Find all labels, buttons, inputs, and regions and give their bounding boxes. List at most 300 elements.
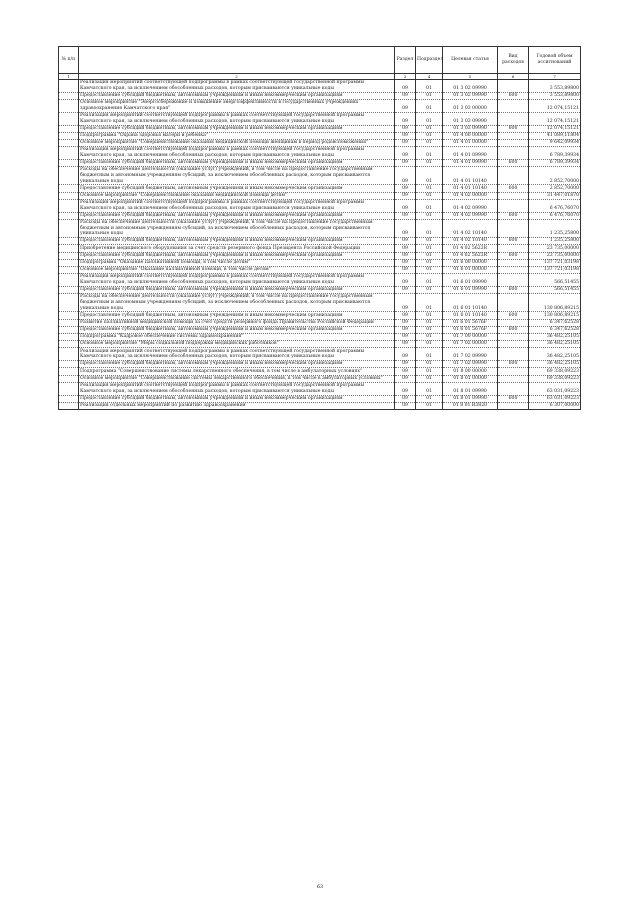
cell-num [59,80,79,93]
cell-vid: 600 [498,159,529,166]
cell-vid [498,99,529,112]
cell-name: Реализация мероприятий соответствующей подпрограммы в рамках соответствующей государственной программы Камчатского края, за исключением обособленных расходов, которым присваиваются уникальные коды [79,274,395,287]
cell-razdel: 09 [395,199,416,212]
cell-article: 01 7 02 00000 [443,341,498,348]
cell-razdel: 09 [395,212,416,219]
cell-name: Основное мероприятие "Оказание паллиативной помощи, в том числе детям" [79,266,395,273]
cell-vid [498,245,529,252]
cell-num [59,167,79,185]
cell-name: Предоставление субсидий бюджетным, автономным учреждениям и иным некоммерческим организациям [79,326,395,333]
table-row [59,395,581,402]
table-row [59,375,581,382]
cell-podrazdel: 01 [416,266,443,273]
cell-razdel: 09 [395,319,416,326]
cell-vid [498,368,529,375]
cell-razdel: 09 [395,402,416,409]
cell-podrazdel: 01 [416,238,443,245]
cell-sum: 41 089,11804 [529,132,581,139]
cell-vid: 600 [498,185,529,192]
cell-vid [498,132,529,139]
cell-name: Реализация мероприятий соответствующей подпрограммы в рамках соответствующей государственной программы Камчатского края, за исключением обособленных расходов, которым присваиваются уникальные коды [79,382,395,395]
cell-podrazdel: 01 [416,245,443,252]
cell-vid [498,266,529,273]
cell-num [59,212,79,219]
cell-razdel: 09 [395,185,416,192]
cell-name: Расходы на обеспечение деятельности (оказание услуг) учреждений, в том числе на предоставление государственным бюджетным и автономным учреждениям субсидий, за исключением обособленных расходов, которым присваиваются уникальные коды [79,219,395,237]
cell-vid [498,348,529,361]
cell-num [59,252,79,259]
cell-num [59,238,79,245]
cell-sum: 12 074,15121 [529,112,581,125]
cell-podrazdel: 01 [416,125,443,132]
cell-num [59,395,79,402]
cell-sum: 31 447,01870 [529,192,581,199]
cell-podrazdel: 01 [416,294,443,312]
cell-name: Предоставление субсидий бюджетным, автономным учреждениям и иным некоммерческим организациям [79,312,395,319]
cell-article: 01 6 01 5676F [443,319,498,326]
cell-num [59,185,79,192]
cell-razdel: 09 [395,238,416,245]
cell-podrazdel: 01 [416,402,443,409]
cell-article: 01 3 02 09990 [443,92,498,99]
cell-razdel: 09 [395,334,416,341]
cell-article: 01 8 01 00000 [443,375,498,382]
cell-num [59,326,79,333]
cell-name: Предоставление субсидий бюджетным, автономным учреждениям и иным некоммерческим организациям [79,395,395,402]
cell-vid: 600 [498,252,529,259]
cell-article: 01 7 02 09990 [443,348,498,361]
cell-num [59,125,79,132]
cell-podrazdel: 01 [416,159,443,166]
cell-name: Основное мероприятие "Энергосбережение и повышение энергоэффективности в государственных учреждениях здравоохранения Камчатского края" [79,99,395,112]
table-row [59,139,581,146]
cell-razdel: 09 [395,147,416,160]
cell-name: Приобретение медицинского оборудования за счет средств резервного фонда Президента Российской Федерации [79,245,395,252]
cell-num [59,192,79,199]
cell-sum: 12 074,15121 [529,99,581,112]
header-num: № п/п [59,47,79,74]
cell-vid [498,112,529,125]
cell-article: 01 4 02 5623R [443,245,498,252]
cell-razdel: 09 [395,259,416,266]
cell-name: Реализация отдельных мероприятий по развитию здравоохранения [79,402,395,409]
cell-podrazdel: 01 [416,99,443,112]
cell-razdel: 09 [395,375,416,382]
cell-sum: 69 338,09223 [529,368,581,375]
cell-sum: 6 347,62528 [529,326,581,333]
header-sum: Годовой объем ассигнований [529,47,581,74]
cell-name: Подпрограмма "Кадровое обеспечение системы здравоохранения" [79,334,395,341]
cell-sum: 36 482,25105 [529,348,581,361]
cell-razdel: 09 [395,112,416,125]
cell-razdel: 09 [395,159,416,166]
cell-name: Основное мероприятие "Совершенствование оказания медицинской помощи женщинам в период родовспоможения" [79,139,395,146]
cell-num [59,348,79,361]
cell-num [59,274,79,287]
cell-name: Подпрограмма "Оказание паллиативной помощи, в том числе детям" [79,259,395,266]
cell-article: 01 4 01 09990 [443,159,498,166]
cell-vid: 600 [498,312,529,319]
cell-sum: 1 235,25800 [529,238,581,245]
cell-sum: 6 347,62528 [529,319,581,326]
cell-name: Предоставление субсидий бюджетным, автономным учреждениям и иным некоммерческим организациям [79,159,395,166]
cell-razdel: 09 [395,125,416,132]
cell-name: Предоставление субсидий бюджетным, автономным учреждениям и иным некоммерческим организациям [79,238,395,245]
cell-razdel: 09 [395,80,416,93]
cell-sum: 6 789,39934 [529,159,581,166]
cell-sum: 69 338,09223 [529,375,581,382]
cell-razdel: 09 [395,341,416,348]
cell-sum: 137 721,03198 [529,266,581,273]
cell-sum: 566,51455 [529,274,581,287]
table-row [59,147,581,160]
cell-podrazdel: 01 [416,395,443,402]
cell-num [59,266,79,273]
cell-podrazdel: 01 [416,312,443,319]
cell-article: 01 3 03 09990 [443,125,498,132]
table-row [59,192,581,199]
cell-num [59,259,79,266]
cell-podrazdel: 01 [416,199,443,212]
cell-name: Развитие паллиативной медицинской помощи за счет средств резервного фонда Правительства Российской Федерации [79,319,395,326]
cell-razdel: 09 [395,132,416,139]
cell-name: Реализация мероприятий соответствующей подпрограммы в рамках соответствующей государственной программы Камчатского края, за исключением обособленных расходов, которым присваиваются уникальные коды [79,80,395,93]
cell-podrazdel: 01 [416,132,443,139]
budget-table [58,46,581,410]
cell-article: 01 7 00 00000 [443,334,498,341]
cell-vid [498,402,529,409]
cell-article: 01 3 03 00000 [443,99,498,112]
cell-name: Предоставление субсидий бюджетным, автономным учреждениям и иным некоммерческим организациям [79,361,395,368]
cell-razdel: 09 [395,286,416,293]
table-row [59,341,581,348]
table-row [59,125,581,132]
cell-num [59,286,79,293]
cell-razdel: 09 [395,219,416,237]
cell-name: Расходы на обеспечение деятельности (оказание услуг) учреждений, в том числе на предоставление государственным бюджетным и автономным учреждениям субсидий, за исключением обособленных расходов, которым присваиваются уникальные коды [79,167,395,185]
cell-article: 01 4 01 00000 [443,139,498,146]
column-number: 5 [443,74,498,80]
cell-vid [498,334,529,341]
cell-razdel: 09 [395,294,416,312]
cell-article: 01 4 02 10140 [443,238,498,245]
cell-sum: 130 806,89215 [529,294,581,312]
table-row [59,259,581,266]
cell-sum: 36 482,25105 [529,361,581,368]
cell-num [59,99,79,112]
column-number: 2 [79,74,395,80]
cell-razdel: 09 [395,382,416,395]
cell-sum: 63 031,09223 [529,382,581,395]
cell-vid [498,147,529,160]
table-row [59,238,581,245]
cell-vid [498,199,529,212]
cell-podrazdel: 01 [416,361,443,368]
cell-article: 01 6 01 10140 [443,312,498,319]
table-row [59,286,581,293]
cell-name: Основное мероприятие "Совершенствование системы лекарственного обеспечения, в том числе в амбулаторных условиях" [79,375,395,382]
cell-num [59,92,79,99]
cell-num [59,245,79,252]
cell-num [59,402,79,409]
cell-podrazdel: 01 [416,341,443,348]
cell-num [59,147,79,160]
cell-podrazdel: 01 [416,167,443,185]
cell-razdel: 09 [395,252,416,259]
cell-vid: 600 [498,212,529,219]
cell-num [59,139,79,146]
cell-name: Основное мероприятие "Меры социальной поддержки медицинских работников" [79,341,395,348]
cell-article: 01 6 01 00000 [443,266,498,273]
cell-razdel: 09 [395,395,416,402]
page-number: 63 [316,884,324,890]
header-article: Целевая статья [443,47,498,74]
cell-name: Реализация мероприятий соответствующей подпрограммы в рамках соответствующей государственной программы Камчатского края, за исключением обособленных расходов, которым присваиваются уникальные коды [79,348,395,361]
cell-vid: 600 [498,92,529,99]
cell-vid [498,259,529,266]
cell-podrazdel: 01 [416,192,443,199]
table-row [59,99,581,112]
cell-sum: 2 852,70000 [529,167,581,185]
column-number: 1 [59,74,79,80]
cell-num [59,361,79,368]
cell-num [59,368,79,375]
table-row [59,319,581,326]
header-podrazdel: Подраздел [416,47,443,74]
cell-podrazdel: 01 [416,185,443,192]
cell-podrazdel: 01 [416,319,443,326]
cell-name: Предоставление субсидий бюджетным, автономным учреждениям и иным некоммерческим организациям [79,92,395,99]
cell-name: Предоставление субсидий бюджетным, автономным учреждениям и иным некоммерческим организациям [79,286,395,293]
table-row [59,274,581,287]
cell-razdel: 09 [395,312,416,319]
cell-sum: 3 553,89800 [529,92,581,99]
cell-sum: 3 553,89800 [529,80,581,93]
cell-podrazdel: 01 [416,274,443,287]
cell-article: 01 6 00 00000 [443,259,498,266]
cell-vid [498,319,529,326]
table-row [59,185,581,192]
cell-num [59,382,79,395]
cell-name: Основное мероприятие "Совершенствование оказания медицинской помощи детям" [79,192,395,199]
cell-vid [498,382,529,395]
table-row [59,402,581,409]
table-row [59,252,581,259]
cell-podrazdel: 01 [416,334,443,341]
cell-podrazdel: 01 [416,212,443,219]
cell-article: 01 3 02 09990 [443,80,498,93]
cell-vid: 600 [498,326,529,333]
cell-article: 01 6 01 09990 [443,274,498,287]
cell-num [59,312,79,319]
cell-razdel: 09 [395,99,416,112]
cell-name: Предоставление субсидий бюджетным, автономным учреждениям и иным некоммерческим организациям [79,125,395,132]
cell-sum: 137 721,03198 [529,259,581,266]
cell-article: 01 8 01 R3820 [443,402,498,409]
cell-num [59,199,79,212]
table-header [59,47,581,80]
cell-podrazdel: 01 [416,382,443,395]
cell-sum: 6 476,76070 [529,212,581,219]
cell-sum: 2 852,70000 [529,185,581,192]
cell-sum: 566,51455 [529,286,581,293]
table-row [59,294,581,312]
cell-sum: 23 735,00000 [529,252,581,259]
column-number: 3 [395,74,416,80]
cell-podrazdel: 01 [416,375,443,382]
table-row [59,219,581,237]
cell-podrazdel: 01 [416,252,443,259]
cell-razdel: 09 [395,167,416,185]
cell-podrazdel: 01 [416,348,443,361]
cell-name: Реализация мероприятий соответствующей подпрограммы в рамках соответствующей государственной программы Камчатского края, за исключением обособленных расходов, которым присваиваются уникальные коды [79,147,395,160]
cell-sum: 23 735,00000 [529,245,581,252]
cell-vid: 600 [498,286,529,293]
cell-sum: 36 482,25105 [529,341,581,348]
cell-article: 01 8 01 09990 [443,382,498,395]
cell-podrazdel: 01 [416,326,443,333]
table-row [59,266,581,273]
cell-article: 01 4 01 10140 [443,167,498,185]
cell-num [59,132,79,139]
cell-num [59,159,79,166]
header-row [59,47,581,74]
cell-sum: 9 642,09934 [529,139,581,146]
cell-name: Предоставление субсидий бюджетным, автономным учреждениям и иным некоммерческим организациям [79,252,395,259]
cell-name: Предоставление субсидий бюджетным, автономным учреждениям и иным некоммерческим организациям [79,185,395,192]
cell-article: 01 4 02 09990 [443,212,498,219]
cell-article: 01 4 02 09990 [443,199,498,212]
document-page [58,46,580,410]
table-row [59,132,581,139]
cell-podrazdel: 01 [416,147,443,160]
cell-podrazdel: 01 [416,368,443,375]
table-row [59,167,581,185]
cell-article: 01 7 02 09990 [443,361,498,368]
cell-podrazdel: 01 [416,92,443,99]
cell-sum: 63 031,09223 [529,395,581,402]
header-vid: Вид расходов [498,47,529,74]
cell-name: Подпрограмма "Охрана здоровья матери и ребенка" [79,132,395,139]
cell-razdel: 09 [395,361,416,368]
table-row [59,382,581,395]
cell-name: Расходы на обеспечение деятельности (оказание услуг) учреждений, в том числе на предоставление государственным бюджетным и автономным учреждениям субсидий, за исключением обособленных расходов, которым присваиваются уникальные коды [79,294,395,312]
table-row [59,348,581,361]
cell-num [59,112,79,125]
cell-sum: 36 482,25105 [529,334,581,341]
cell-podrazdel: 01 [416,80,443,93]
cell-article: 01 4 01 09990 [443,147,498,160]
cell-vid: 600 [498,361,529,368]
cell-razdel: 09 [395,266,416,273]
table-row [59,368,581,375]
cell-vid [498,294,529,312]
cell-article: 01 8 01 09990 [443,395,498,402]
cell-vid [498,167,529,185]
cell-razdel: 09 [395,326,416,333]
table-row [59,312,581,319]
cell-razdel: 09 [395,368,416,375]
cell-name: Реализация мероприятий соответствующей подпрограммы в рамках соответствующей государственной программы Камчатского края, за исключением обособленных расходов, которым присваиваются уникальные коды [79,112,395,125]
table-row [59,80,581,93]
cell-vid: 600 [498,395,529,402]
cell-num [59,375,79,382]
cell-name: Реализация мероприятий соответствующей подпрограммы в рамках соответствующей государственной программы Камчатского края, за исключением обособленных расходов, которым присваиваются уникальные коды [79,199,395,212]
cell-sum: 12 074,15121 [529,125,581,132]
cell-podrazdel: 01 [416,286,443,293]
column-number: 7 [529,74,581,80]
table-row [59,92,581,99]
cell-razdel: 09 [395,348,416,361]
table-row [59,245,581,252]
table-row [59,334,581,341]
cell-vid [498,139,529,146]
table-row [59,112,581,125]
cell-sum: 130 806,89215 [529,312,581,319]
table-row [59,212,581,219]
column-number: 4 [416,74,443,80]
cell-num [59,319,79,326]
cell-article: 01 6 01 09990 [443,286,498,293]
header-razdel: Раздел [395,47,416,74]
cell-vid [498,341,529,348]
cell-article: 01 4 00 00000 [443,132,498,139]
cell-vid [498,192,529,199]
cell-vid [498,375,529,382]
cell-article: 01 4 01 10140 [443,185,498,192]
table-row [59,361,581,368]
cell-sum: 6 789,39934 [529,147,581,160]
cell-podrazdel: 01 [416,219,443,237]
cell-vid [498,80,529,93]
cell-razdel: 09 [395,245,416,252]
cell-vid: 600 [498,125,529,132]
cell-article: 01 6 01 5676F [443,326,498,333]
cell-article: 01 4 02 5623R [443,252,498,259]
cell-razdel: 09 [395,274,416,287]
table-row [59,159,581,166]
cell-article: 01 6 01 10140 [443,294,498,312]
cell-razdel: 09 [395,139,416,146]
cell-article: 01 4 02 00000 [443,192,498,199]
cell-article: 01 8 00 00000 [443,368,498,375]
table-body [59,80,581,410]
cell-razdel: 09 [395,92,416,99]
cell-podrazdel: 01 [416,112,443,125]
cell-podrazdel: 01 [416,259,443,266]
cell-num [59,334,79,341]
cell-vid [498,219,529,237]
cell-sum: 1 235,25800 [529,219,581,237]
cell-num [59,294,79,312]
header-name [79,47,395,74]
cell-article: 01 3 03 09990 [443,112,498,125]
cell-sum: 6 307,00000 [529,402,581,409]
cell-name: Предоставление субсидий бюджетным, автономным учреждениям и иным некоммерческим организациям [79,212,395,219]
column-number: 6 [498,74,529,80]
table-row [59,199,581,212]
cell-razdel: 09 [395,192,416,199]
cell-vid [498,274,529,287]
cell-name: Подпрограмма "Совершенствование системы лекарственного обеспечения, в том числе в амбулаторных условиях" [79,368,395,375]
cell-vid: 600 [498,238,529,245]
cell-num [59,219,79,237]
cell-podrazdel: 01 [416,139,443,146]
cell-article: 01 4 02 10140 [443,219,498,237]
cell-num [59,341,79,348]
table-row [59,326,581,333]
cell-sum: 6 476,76070 [529,199,581,212]
